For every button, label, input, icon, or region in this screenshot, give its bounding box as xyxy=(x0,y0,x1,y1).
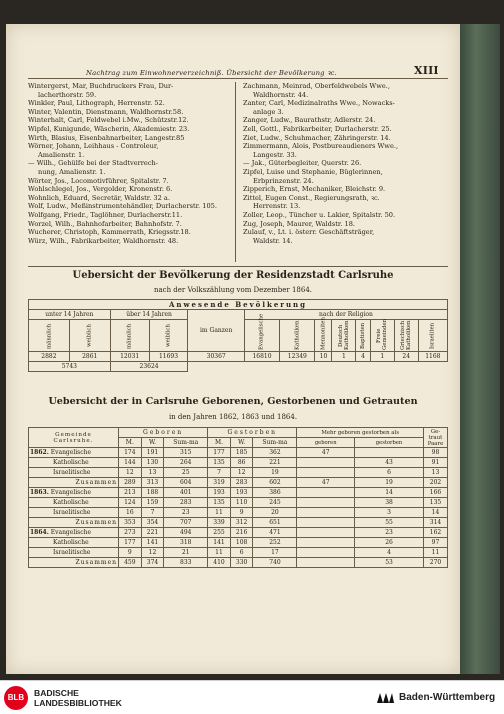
section-rule xyxy=(28,266,448,267)
table-cell: 43 xyxy=(355,458,424,468)
table-cell xyxy=(297,548,355,558)
directory-entry: — Wilh., Gehülfe bei der Stadtverrech- xyxy=(28,159,158,168)
population-value: 10 xyxy=(315,352,332,362)
table-cell: 91 xyxy=(424,458,448,468)
total-cell xyxy=(297,558,355,568)
table-cell: 38 xyxy=(355,498,424,508)
directory-entry: Ziet, Ludw., Schuhmacher, Zähringerstr. 14. xyxy=(243,133,391,142)
directory-entry: Wipfel, Kunigunde, Wäscherin, Akademiestr. 23. xyxy=(28,124,190,133)
total-cell: 312 xyxy=(230,518,253,528)
religion-col-header: Griechisch Katholiken xyxy=(394,320,418,352)
state-name: Baden-Württemberg xyxy=(399,692,496,703)
year-label: 1862. xyxy=(30,449,49,456)
blb-logo: BLB xyxy=(4,686,28,710)
table-cell: 13 xyxy=(424,468,448,478)
directory-entry: Zanger, Ludw., Baurathstr, Adlerstr. 24. xyxy=(243,116,376,125)
table-cell: 255 xyxy=(208,528,231,538)
religion-col-header: Katholiken xyxy=(280,320,315,352)
births-title: Uebersicht der in Carlsruhe Geborenen, Gestorbenen und Getrauten xyxy=(48,396,418,407)
table-cell: 221 xyxy=(141,528,164,538)
table-cell: 264 xyxy=(164,458,208,468)
directory-entry: nung, Amalienstr. 1. xyxy=(38,167,106,176)
row-label xyxy=(29,508,119,518)
table-row xyxy=(29,548,448,558)
table-row xyxy=(29,448,448,458)
total-cell: 314 xyxy=(424,518,448,528)
population-value: 1 xyxy=(370,352,394,362)
library-name-line1: BADISCHE xyxy=(34,688,79,698)
table-cell: 7 xyxy=(141,508,164,518)
table1-title: Anwesende Bevölkerung xyxy=(29,300,448,310)
directory-entry: Zimmermann, Alois, Postbureaudieners Wwe., xyxy=(243,142,399,151)
table-cell: 21 xyxy=(164,548,208,558)
geb-m: M. xyxy=(119,438,142,448)
row-label xyxy=(29,498,119,508)
sex-header: männlich xyxy=(29,320,70,352)
row-label xyxy=(29,448,119,458)
table-cell: 20 xyxy=(253,508,297,518)
directory-entry: Zittel, Eugen Const., Regierungsrath, ꝛc. xyxy=(243,193,380,202)
total-cell: 354 xyxy=(141,518,164,528)
vital-stats-table xyxy=(28,427,448,568)
table-row xyxy=(29,508,448,518)
subtotal-under-14: 5743 xyxy=(29,362,111,372)
gestorben-header: Gestorben xyxy=(208,428,297,438)
table-cell: 471 xyxy=(253,528,297,538)
total-cell: 651 xyxy=(253,518,297,528)
total-label: Zusammen xyxy=(29,518,119,528)
total-cell: 707 xyxy=(164,518,208,528)
table-cell xyxy=(355,448,424,458)
total-cell: 374 xyxy=(141,558,164,568)
table-cell: 159 xyxy=(141,498,164,508)
table-cell: 185 xyxy=(230,448,253,458)
age-under-14: unter 14 Jahren xyxy=(29,310,111,320)
gest-m: M. xyxy=(208,438,231,448)
state-lions-icon xyxy=(375,689,395,707)
mehr-geb: geboren xyxy=(297,438,355,448)
table-cell xyxy=(297,468,355,478)
directory-entry: Worzel, Wilh., Bahnhofarbeiter, Bahnhofstr. 7. xyxy=(28,219,182,228)
religion-label: Katholische xyxy=(53,499,89,506)
directory-entry: Zoller, Leop., Tüncher u. Lakier, Spitalstr. 50. xyxy=(243,210,396,219)
year-label: 1864. xyxy=(30,529,49,536)
table-cell: 110 xyxy=(230,498,253,508)
total-cell: 53 xyxy=(355,558,424,568)
total-cell: 313 xyxy=(141,478,164,488)
table-cell: 401 xyxy=(164,488,208,498)
table-row xyxy=(29,498,448,508)
table-cell: 252 xyxy=(253,538,297,548)
table-cell: 3 xyxy=(355,508,424,518)
table-cell: 9 xyxy=(230,508,253,518)
table-cell: 135 xyxy=(208,498,231,508)
page-number: XIII xyxy=(414,64,439,77)
total-cell: 55 xyxy=(355,518,424,528)
religion-label: Israelitische xyxy=(53,509,91,516)
total-cell: 353 xyxy=(119,518,142,528)
total-cell: 319 xyxy=(208,478,231,488)
table-cell: 193 xyxy=(230,488,253,498)
directory-entry: Wohlschlegel, Jos., Vergolder, Kronenstr. 6. xyxy=(28,185,173,194)
population-value: 30367 xyxy=(188,352,244,362)
row-label xyxy=(29,468,119,478)
im-ganzen-header: im Ganzen xyxy=(188,310,244,352)
table-cell: 166 xyxy=(424,488,448,498)
table-cell: 144 xyxy=(119,458,142,468)
population-value: 4 xyxy=(356,352,370,362)
population-value: 12349 xyxy=(280,352,315,362)
sex-header: männlich xyxy=(110,320,149,352)
table-cell: 315 xyxy=(164,448,208,458)
total-cell: 202 xyxy=(424,478,448,488)
table-cell: 17 xyxy=(253,548,297,558)
table-cell: 6 xyxy=(230,548,253,558)
table-row xyxy=(29,538,448,548)
table-cell: 162 xyxy=(424,528,448,538)
table-cell: 25 xyxy=(164,468,208,478)
population-table xyxy=(28,299,448,372)
directory-entry: — Jak., Güterbegleiter, Querstr. 26. xyxy=(243,159,362,168)
mehr-gest: gestorben xyxy=(355,438,424,448)
directory-entry: Wohnlich, Eduard, Secretär, Waldstr. 32 a. xyxy=(28,193,170,202)
total-cell: 833 xyxy=(164,558,208,568)
population-value: 11693 xyxy=(149,352,188,362)
total-cell: 19 xyxy=(355,478,424,488)
population-subtitle: nach der Volkszählung vom Dezember 1864. xyxy=(153,286,313,294)
directory-entry: Wirth, Blasius, Eisenbahnarbeiter, Langestr.85 xyxy=(28,133,185,142)
total-cell: 459 xyxy=(119,558,142,568)
directory-entry: Zipperich, Ernst, Mechaniker, Bleichstr. 9. xyxy=(243,185,386,194)
religion-header: nach der Religion xyxy=(244,310,447,320)
row-label xyxy=(29,538,119,548)
directory-entry: Langestr. 33. xyxy=(253,150,297,159)
table-row xyxy=(29,528,448,538)
table-cell: 177 xyxy=(119,538,142,548)
right-column xyxy=(243,82,448,245)
total-cell: 289 xyxy=(119,478,142,488)
directory-entry: Herrenstr. 13. xyxy=(253,202,301,211)
total-cell: 740 xyxy=(253,558,297,568)
directory-entry: Wintergerst, Mar, Buchdruckers Frau, Dur- xyxy=(28,82,174,90)
table-row xyxy=(29,458,448,468)
directory-entry: Wolf, Ludw., Meßinstrumentehändler, Durlacherstr. 105. xyxy=(28,202,217,211)
total-row xyxy=(29,558,448,568)
gemeinde-label: Gemeinde xyxy=(55,431,92,438)
table-cell: 11 xyxy=(208,548,231,558)
gemeinde-label-2: Carlsruhe. xyxy=(53,437,94,444)
directory-entry: Waldstr. 14. xyxy=(253,236,293,245)
table-cell xyxy=(297,508,355,518)
table-cell: 12 xyxy=(230,468,253,478)
table-cell: 12 xyxy=(141,548,164,558)
table-cell: 188 xyxy=(141,488,164,498)
population-value: 2861 xyxy=(69,352,110,362)
table-cell xyxy=(297,538,355,548)
directory-entry: Zulauf, v., Lt. i. österr. Geschäftsträger, xyxy=(243,228,375,237)
directory-entry: Zanter, Carl, Medizinalraths Wwe., Nowacks- xyxy=(243,99,395,108)
table-cell xyxy=(297,498,355,508)
table-row xyxy=(29,468,448,478)
table-cell: 283 xyxy=(164,498,208,508)
directory-entry: Zachmann, Meinrad, Oberfeldwebels Wwe., xyxy=(243,82,390,90)
table-cell: 221 xyxy=(253,458,297,468)
total-label: Zusammen xyxy=(29,558,119,568)
table-cell: 12 xyxy=(119,468,142,478)
table-cell: 141 xyxy=(141,538,164,548)
total-cell: 604 xyxy=(164,478,208,488)
table-cell: 13 xyxy=(141,468,164,478)
religion-label: Israelitische xyxy=(53,469,91,476)
table-cell: 26 xyxy=(355,538,424,548)
table-cell xyxy=(297,488,355,498)
sex-header: weiblich xyxy=(69,320,110,352)
table-row xyxy=(29,488,448,498)
age-over-14: über 14 Jahren xyxy=(110,310,188,320)
geb-summa: Sum-ma xyxy=(164,438,208,448)
table-cell: 23 xyxy=(164,508,208,518)
gemeinde-header xyxy=(29,428,119,448)
population-value: 1168 xyxy=(418,352,447,362)
births-subtitle: in den Jahren 1862, 1863 und 1864. xyxy=(168,413,298,421)
header-rule xyxy=(28,78,448,79)
table-cell: 386 xyxy=(253,488,297,498)
table-cell: 135 xyxy=(424,498,448,508)
gest-summa: Sum-ma xyxy=(253,438,297,448)
total-cell xyxy=(297,518,355,528)
table-cell: 14 xyxy=(424,508,448,518)
total-cell: 602 xyxy=(253,478,297,488)
directory-entry: Winterhalt, Carl, Feldwebel i.Mw., Schützstr.12. xyxy=(28,116,189,125)
table-cell: 174 xyxy=(119,448,142,458)
table-cell: 6 xyxy=(355,468,424,478)
geboren-header: Geboren xyxy=(119,428,208,438)
population-title: Uebersicht der Bevölkerung der Residenzstadt Carlsruhe xyxy=(72,270,394,281)
directory-entry: Wolfgang, Friedr., Taglöhner, Durlacherstr.11. xyxy=(28,210,183,219)
directory-entry: Zug, Joseph, Maurer, Waldstr. 18. xyxy=(243,219,356,228)
library-name xyxy=(34,688,122,708)
table-cell: 11 xyxy=(208,508,231,518)
total-row xyxy=(29,478,448,488)
religion-label: Katholische xyxy=(53,539,89,546)
total-row xyxy=(29,518,448,528)
table-cell: 47 xyxy=(297,448,355,458)
sex-header: weiblich xyxy=(149,320,188,352)
religion-label: Israelitische xyxy=(53,549,91,556)
row-label xyxy=(29,488,119,498)
population-value: 12031 xyxy=(110,352,149,362)
table-cell: 86 xyxy=(230,458,253,468)
left-column xyxy=(28,82,233,245)
religion-col-header: Baptisten xyxy=(356,320,370,352)
table-cell xyxy=(297,458,355,468)
table-cell xyxy=(297,528,355,538)
row-label xyxy=(29,458,119,468)
population-value: 2882 xyxy=(29,352,70,362)
getraut-header: Ge-traut Paare xyxy=(424,428,448,448)
religion-col-header: Israeliten xyxy=(418,320,447,352)
directory-entry: Würz, Wilh., Fabrikarbeiter, Waldhornstr. 48. xyxy=(28,236,179,245)
library-name-line2: LANDESBIBLIOTHEK xyxy=(34,698,122,708)
total-cell: 270 xyxy=(424,558,448,568)
religion-label: Evangelische xyxy=(50,529,92,536)
total-cell: 330 xyxy=(230,558,253,568)
directory-entry: anlage 3. xyxy=(253,107,284,116)
religion-col-header: Evangelische xyxy=(244,320,279,352)
table-cell: 7 xyxy=(208,468,231,478)
table-cell: 9 xyxy=(119,548,142,558)
religion-label: Evangelische xyxy=(50,449,92,456)
column-divider xyxy=(235,82,236,262)
directory-entry: Winkler, Paul, Lithograph, Herrenstr. 52. xyxy=(28,99,165,108)
table-cell: 245 xyxy=(253,498,297,508)
religion-col-header: Mennoniten xyxy=(315,320,332,352)
table-cell: 108 xyxy=(230,538,253,548)
directory-entry: lacherthorstr. 59. xyxy=(38,90,97,99)
book-page xyxy=(6,24,460,674)
directory-entry: Wörner, Johann, Leihhaus - Controleur, xyxy=(28,142,159,151)
table-cell: 14 xyxy=(355,488,424,498)
table-cell: 494 xyxy=(164,528,208,538)
directory-entry: Zell, Gottl., Fabrikarbeiter, Durlacherstr. 25. xyxy=(243,124,392,133)
population-value: 24 xyxy=(394,352,418,362)
table-cell: 362 xyxy=(253,448,297,458)
table-cell: 213 xyxy=(119,488,142,498)
table-cell: 193 xyxy=(208,488,231,498)
table-cell: 216 xyxy=(230,528,253,538)
table-cell: 124 xyxy=(119,498,142,508)
population-value: 16810 xyxy=(244,352,279,362)
row-label xyxy=(29,548,119,558)
table-cell: 135 xyxy=(208,458,231,468)
table-cell: 4 xyxy=(355,548,424,558)
directory-entry: Erbprinzenstr. 24. xyxy=(253,176,314,185)
directory-entry: Wucherer, Christoph, Kammerrath, Kriegsstr.18. xyxy=(28,228,191,237)
total-cell: 283 xyxy=(230,478,253,488)
table-cell: 191 xyxy=(141,448,164,458)
year-label: 1863. xyxy=(30,489,49,496)
directory-entry: Waldhornstr. 44. xyxy=(253,90,309,99)
table-cell: 23 xyxy=(355,528,424,538)
footer-bar xyxy=(0,680,504,714)
religion-label: Evangelische xyxy=(50,489,92,496)
directory-entry: Wörter, Jos., Locomotivführer, Spitalstr. 7. xyxy=(28,176,169,185)
directory-entry: Amalienstr. 1. xyxy=(38,150,85,159)
mehr-header: Mehr geboren gestorben als xyxy=(297,428,424,438)
directory-entry: Winter, Valentin, Dienstmann, Waldhornstr.58. xyxy=(28,107,184,116)
directory-entry: Zipfel, Luise und Stephanie, Büglerinnen, xyxy=(243,167,383,176)
table-cell: 318 xyxy=(164,538,208,548)
subtotal-over-14: 23624 xyxy=(110,362,188,372)
book-spine xyxy=(460,24,500,674)
total-label: Zusammen xyxy=(29,478,119,488)
table-cell: 141 xyxy=(208,538,231,548)
total-cell: 410 xyxy=(208,558,231,568)
table-cell: 19 xyxy=(253,468,297,478)
table-cell: 130 xyxy=(141,458,164,468)
total-cell: 339 xyxy=(208,518,231,528)
gest-w: W. xyxy=(230,438,253,448)
geb-w: W. xyxy=(141,438,164,448)
religion-label: Katholische xyxy=(53,459,89,466)
header-title: Nachtrag zum Einwohnerverzeichniß. Übersicht der Bevölkerung ꝛc. xyxy=(86,69,337,77)
table-cell: 98 xyxy=(424,448,448,458)
table-cell: 97 xyxy=(424,538,448,548)
table-cell: 273 xyxy=(119,528,142,538)
religion-col-header: Freie Gemeinden xyxy=(370,320,394,352)
table-cell: 11 xyxy=(424,548,448,558)
table-cell: 177 xyxy=(208,448,231,458)
table-cell: 16 xyxy=(119,508,142,518)
religion-col-header: Deutsch Katholiken xyxy=(332,320,356,352)
row-label xyxy=(29,528,119,538)
total-cell: 47 xyxy=(297,478,355,488)
population-value: 1 xyxy=(332,352,356,362)
